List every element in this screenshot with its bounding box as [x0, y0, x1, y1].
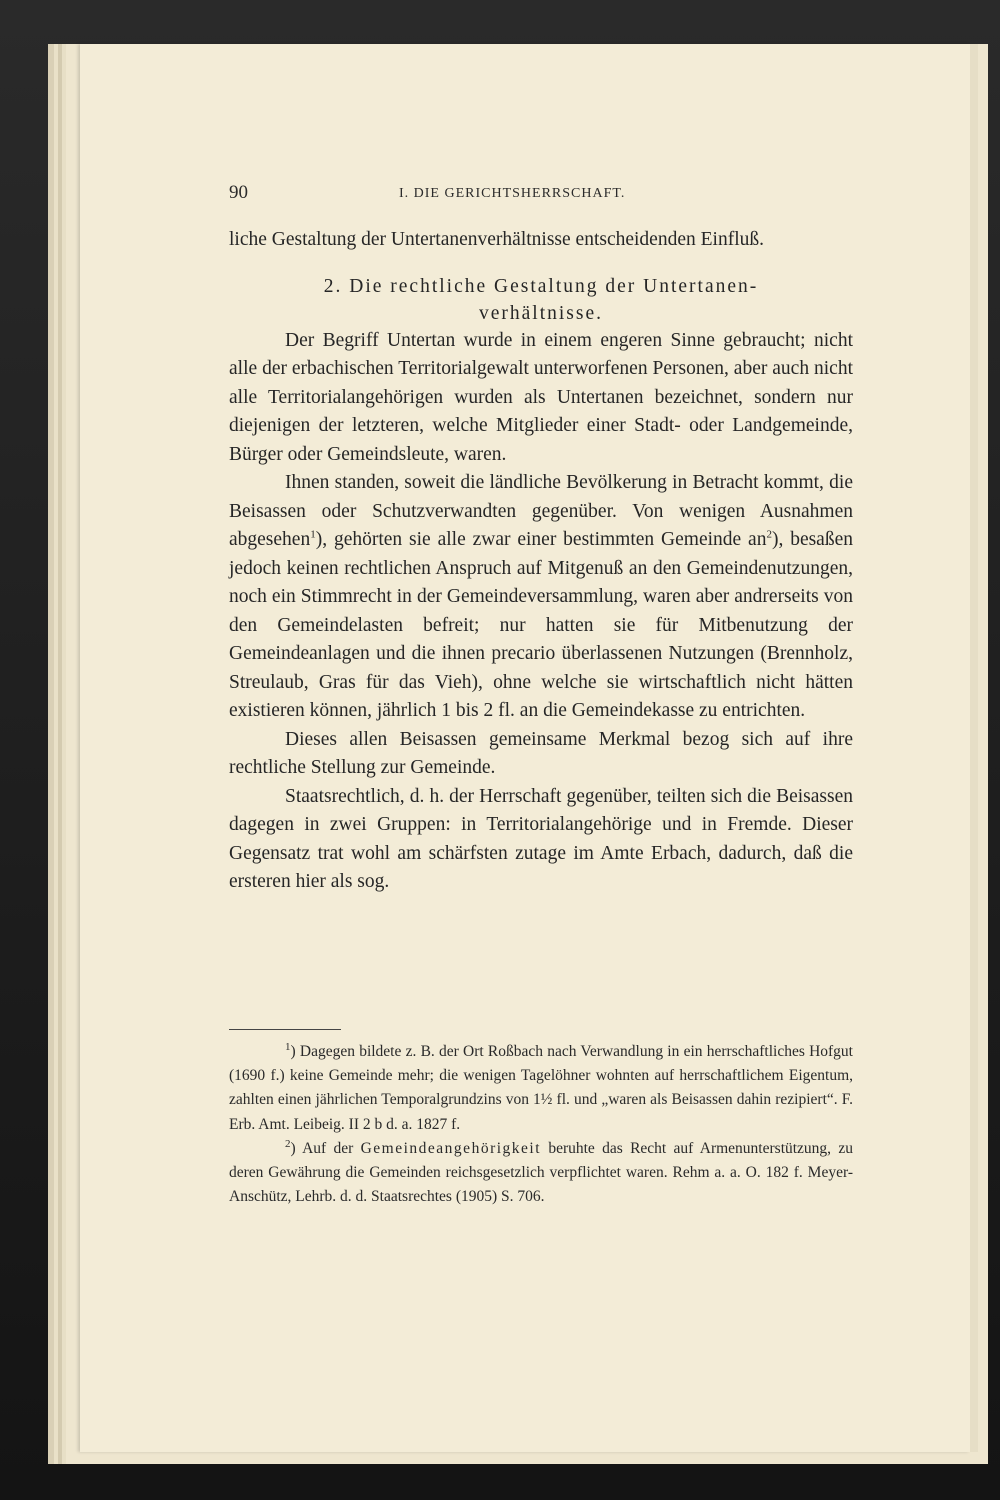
- paragraph-beisassen-part-c: ), besaßen jedoch keinen rechtlichen Anspruch auf Mitgenuß an den Gemeindenutzungen, noch ein Stimmrecht in der Gemeindeversammlung, waren aber andrerseits von den Gemeindelasten befreit; nur hatten sie für Mitbenutzung der Gemeindeanlagen und die ihnen precario überlassenen Nutzungen (Brennholz, Streulaub, Gras für das Vieh), ohne welche sie wirtschaftlich nicht hätten existieren können, jährlich 1 bis 2 fl. an die Gemeindekasse zu entrichten.: [229, 529, 853, 721]
- footnote-1-text: ) Dagegen bildete z. B. der Ort Roßbach nach Verwandlung in ein herrschaftliches Hofgut (1690 f.) keine Gemeinde mehr; die wenigen Tagelöhner wohnten auf herrschaftlichem Eigentum, zahlten einen jährlichen Temporalgrundzins von 1½ fl. und „waren als Beisassen dahin rezipiert“. F. Erb. Amt. Leibeig. II 2 b d. a. 1827 f.: [229, 1043, 853, 1133]
- page-edge: [970, 44, 978, 1452]
- paragraph-beisassen: [229, 469, 853, 726]
- section-heading-line1: 2. Die rechtliche Gestaltung der Untertanen-: [323, 275, 759, 297]
- page-number: 90: [229, 182, 248, 203]
- paragraph-beisassen-part-b: ), gehörten sie alle zwar einer bestimmten Gemeinde an: [315, 529, 767, 550]
- footnote-2-mark: 2: [285, 1137, 291, 1150]
- section-heading-line2: verhältnisse.: [478, 302, 603, 324]
- footnote-2-emphasis: Gemeindeangehörigkeit: [360, 1139, 542, 1157]
- footnote-2-pre: ) Auf der: [290, 1139, 361, 1157]
- footnote-ref-2: 2: [766, 528, 772, 541]
- paragraph-untertan: Der Begriff Untertan wurde in einem engeren Sinne gebraucht; nicht alle der erbachischen Territorialgewalt unterworfenen Personen, aber auch nicht alle Territorialangehörigen wurden als Untertanen bezeichnet, sondern nur diejenigen der letzteren, welche Mitglieder einer Stadt- oder Landgemeinde, Bürger oder Gemeindsleute, waren.: [229, 329, 853, 465]
- footnote-divider: [229, 1029, 341, 1030]
- running-head: [229, 182, 853, 208]
- paragraph-continuation: liche Gestaltung der Untertanenverhältnisse entscheidenden Einfluß.: [229, 229, 764, 250]
- footnotes: [229, 1040, 853, 1209]
- footnote-1: [229, 1040, 853, 1137]
- chapter-title: I. DIE GERICHTSHERRSCHAFT.: [399, 186, 626, 201]
- footnote-1-mark: 1: [285, 1040, 291, 1053]
- paragraph-beisassen-part-a: Ihnen standen, soweit die ländliche Bevölkerung in Betracht kommt, die Beisassen oder Schutzverwandten gegenüber. Von wenigen Ausnahmen abgesehen: [229, 472, 853, 550]
- body-text: [229, 226, 853, 897]
- footnote-2: [229, 1137, 853, 1210]
- footnote-2-post: beruhte das Recht auf Armenunterstützung, zu deren Gewährung die Gemeinden reichsgesetzlich verpflichtet waren. Rehm a. a. O. 182 f. Meyer-Anschütz, Lehrb. d. d. Staatsrechtes (1905) S. 706.: [229, 1139, 853, 1206]
- paragraph-staatsrechtlich: Staatsrechtlich, d. h. der Herrschaft gegenüber, teilten sich die Beisassen dagegen in zwei Gruppen: in Territorialangehörige und in Fremde. Dieser Gegensatz trat wohl am schärfsten zutage im Amte Erbach, dadurch, daß die ersteren hier als sog.: [229, 785, 853, 892]
- paragraph-merkmal: Dieses allen Beisassen gemeinsame Merkmal bezog sich auf ihre rechtliche Stellung zur Gemeinde.: [229, 728, 853, 778]
- footnote-ref-1: 1: [310, 528, 316, 541]
